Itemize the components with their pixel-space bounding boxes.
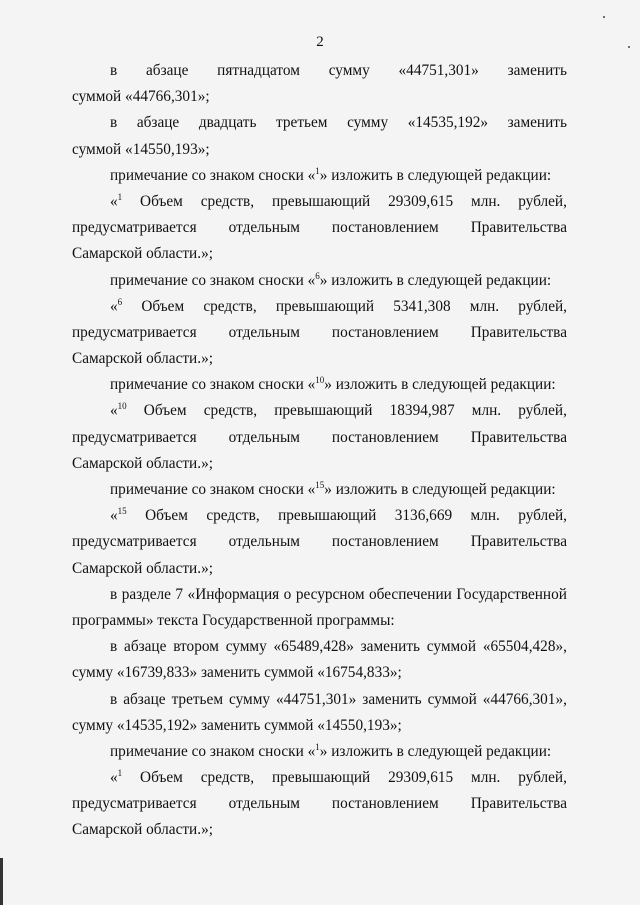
quote-footnote-1-section7: «$^1$ Объем средств, превышающий 29309,615 млн. рублей, [110,768,567,787]
quote-footnote-15-last: Самарской области.»; [72,559,213,577]
quote-footnote-10-line2: предусматривается отдельным постановлением Правительства [72,428,567,446]
quote-footnote-6-line2: предусматривается отдельным постановлением Правительства [72,323,567,341]
note-footnote-1-section7: примечание со знаком сноски «$^1$» изложить в следующей редакции: [110,741,552,760]
paragraph-section-7-cont: программы» текста Государственной программы: [72,611,395,629]
quote-footnote-1-section7-line2: предусматривается отдельным постановлением Правительства [72,795,567,813]
quote-footnote-6-last: Самарской области.»; [72,350,213,368]
quote-footnote-10-last: Самарской области.»; [72,454,213,472]
quote-footnote-1: «$^1$ Объем средств, превышающий 29309,615 млн. рублей, [110,191,567,210]
note-footnote-1: примечание со знаком сноски «$^1$» изложить в следующей редакции: [110,165,552,184]
quote-footnote-10: «$^{10}$ Объем средств, превышающий 18394,987 млн. рублей, [110,401,567,420]
document-body [72,58,567,844]
paragraph-abzac-3: в абзаце третьем сумму «44751,301» заменить суммой «44766,301», [110,690,567,708]
quote-footnote-1-section7-last: Самарской области.»; [72,821,213,839]
paragraph-abzac-2-cont: сумму «16739,833» заменить суммой «16754,833»; [72,664,402,682]
paragraph-section-7: в разделе 7 «Информация о ресурсном обеспечении Государственной [110,585,567,603]
quote-footnote-1-line2: предусматривается отдельным постановлением Правительства [72,219,567,237]
paragraph-abzac-23: в абзаце двадцать третьем сумму «14535,192» заменить [110,114,567,132]
note-footnote-15: примечание со знаком сноски «$^{15}$» изложить в следующей редакции: [110,480,556,498]
paragraph-abzac-3-cont: сумму «14535,192» заменить суммой «14550,193»; [72,716,402,734]
paragraph-abzac-15-cont: суммой «44766,301»; [72,88,210,106]
note-footnote-10: примечание со знаком сноски «$^{10}$» изложить в следующей редакции: [110,375,556,394]
note-footnote-6: примечание со знаком сноски «$^6$» изложить в следующей редакции: [110,270,552,289]
scan-edge-mark [0,858,3,905]
quote-footnote-6: «$^6$ Объем средств, превышающий 5341,308 млн. рублей, [110,296,567,315]
paragraph-abzac-15: в абзаце пятнадцатом сумму «44751,301» заменить [110,62,567,79]
quote-footnote-15: «$^{15}$ Объем средств, превышающий 3136,669 млн. рублей, [110,506,567,525]
quote-footnote-1-last: Самарской области.»; [72,245,213,263]
paragraph-abzac-23-cont: суммой «14550,193»; [72,140,210,158]
page-number: 2 [316,34,324,50]
quote-footnote-15-line2: предусматривается отдельным постановлением Правительства [72,533,567,551]
paragraph-abzac-2: в абзаце втором сумму «65489,428» заменить суммой «65504,428», [110,638,567,656]
scan-speck [603,16,605,18]
